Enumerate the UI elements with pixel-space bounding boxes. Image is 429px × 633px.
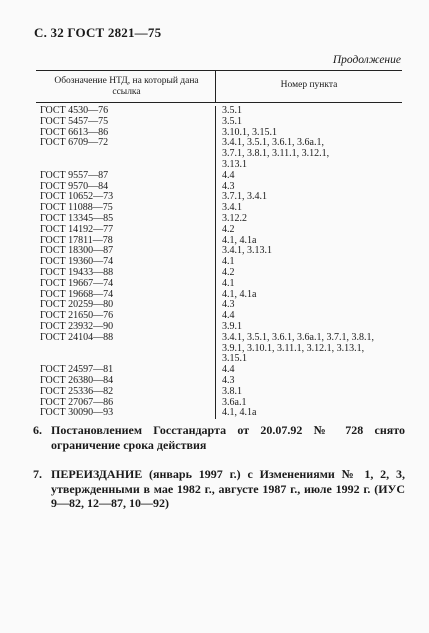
cell-ntd: ГОСТ 26380—84 <box>36 376 216 387</box>
cell-ntd: ГОСТ 19667—74 <box>36 279 216 290</box>
cell-ntd: ГОСТ 10652—73 <box>36 192 216 203</box>
table-row <box>36 333 402 365</box>
note-item <box>33 423 405 452</box>
cell-item-number <box>216 290 402 301</box>
continuation-label: Продолжение <box>332 54 401 66</box>
cell-ntd: ГОСТ 23932—90 <box>36 322 216 333</box>
cell-item-number <box>216 171 402 182</box>
note-item <box>33 467 405 511</box>
cell-ntd: ГОСТ 18300—87 <box>36 246 216 257</box>
cell-item-number <box>216 333 402 365</box>
table-row <box>36 408 402 421</box>
table-row <box>36 225 402 236</box>
item-number-line: 3.10.1, 3.15.1 <box>222 126 277 138</box>
cell-item-number <box>216 365 402 376</box>
table-body <box>36 103 402 421</box>
header-item-number: Номер пункта <box>280 80 338 90</box>
cell-item-number <box>216 138 402 170</box>
item-number-line: 4.1 <box>222 256 235 268</box>
table-row <box>36 171 402 182</box>
item-number-line: 4.4 <box>222 364 235 376</box>
table-row <box>36 117 402 128</box>
cell-ntd: ГОСТ 6709—72 <box>36 138 216 170</box>
cell-item-number <box>216 387 402 398</box>
note-text: ПЕРЕИЗДАНИЕ (январь 1997 г.) с Изменениями № 1, 2, 3, утвержденными в мае 1982 г., августе 1987 г., июле 1992 г. (ИУС 9—82, 12—87, 10—92) <box>51 467 405 510</box>
note-text: Постановлением Госстандарта от 20.07.92 № 728 снято ограничение срока действия <box>51 423 405 452</box>
note-number: 7. <box>33 467 42 481</box>
item-number-line: 4.3 <box>222 180 235 192</box>
cell-item-number <box>216 279 402 290</box>
cell-ntd: ГОСТ 19433—88 <box>36 268 216 279</box>
cell-item-number <box>216 192 402 203</box>
cell-ntd: ГОСТ 19668—74 <box>36 290 216 301</box>
page-header: С. 32 ГОСТ 2821—75 <box>34 25 162 40</box>
item-number-line: 3.5.1 <box>222 115 242 127</box>
cell-ntd: ГОСТ 24597—81 <box>36 365 216 376</box>
cell-item-number <box>216 117 402 128</box>
item-number-line: 3.12.2 <box>222 212 247 224</box>
item-number-line: 4.1, 4.1a <box>222 234 257 246</box>
cell-ntd: ГОСТ 21650—76 <box>36 311 216 322</box>
cell-ntd: ГОСТ 25336—82 <box>36 387 216 398</box>
table-row <box>36 387 402 398</box>
cell-ntd: ГОСТ 9570—84 <box>36 182 216 193</box>
item-number-line: 3.4.1, 3.5.1, 3.6.1, 3.6a.1, 3.7.1, 3.8.1, <box>222 331 374 343</box>
cell-ntd: ГОСТ 24104—88 <box>36 333 216 365</box>
cell-item-number <box>216 408 402 419</box>
cell-item-number <box>216 376 402 387</box>
item-number-line: 3.7.1, 3.8.1, 3.11.1, 3.12.1, <box>222 148 330 160</box>
cell-item-number <box>216 225 402 236</box>
table-rows <box>36 103 402 421</box>
cell-ntd: ГОСТ 5457—75 <box>36 117 216 128</box>
cell-ntd: ГОСТ 13345—85 <box>36 214 216 225</box>
cell-ntd: ГОСТ 6613—86 <box>36 128 216 139</box>
cell-ntd: ГОСТ 19360—74 <box>36 257 216 268</box>
cell-item-number <box>216 311 402 322</box>
item-number-line: 3.4.1 <box>222 202 242 214</box>
item-number-line: 4.1 <box>222 277 235 289</box>
item-number-line: 3.9.1, 3.10.1, 3.11.1, 3.12.1, 3.13.1, <box>222 342 365 354</box>
cell-ntd: ГОСТ 27067—86 <box>36 398 216 409</box>
item-number-line: 3.15.1 <box>222 353 247 365</box>
item-number-line: 4.2 <box>222 223 235 235</box>
table-row <box>36 279 402 290</box>
reference-table <box>36 70 402 421</box>
item-number-line: 4.4 <box>222 169 235 181</box>
cell-ntd: ГОСТ 4530—76 <box>36 106 216 117</box>
cell-ntd: ГОСТ 17811—78 <box>36 236 216 247</box>
table-row <box>36 103 402 117</box>
cell-item-number <box>216 257 402 268</box>
cell-item-number <box>216 214 402 225</box>
item-number-line: 3.13.1 <box>222 158 247 170</box>
item-number-line: 3.4.1, 3.5.1, 3.6.1, 3.6a.1, <box>222 137 324 149</box>
item-number-line: 4.2 <box>222 266 235 278</box>
item-number-line: 4.3 <box>222 374 235 386</box>
cell-ntd: ГОСТ 20259—80 <box>36 300 216 311</box>
cell-ntd: ГОСТ 30090—93 <box>36 408 216 419</box>
item-number-line: 3.8.1 <box>222 385 242 397</box>
item-number-line: 4.4 <box>222 310 235 322</box>
item-number-line: 4.1, 4.1a <box>222 288 257 300</box>
cell-ntd: ГОСТ 9557—87 <box>36 171 216 182</box>
note-number: 6. <box>33 423 42 437</box>
item-number-line: 3.4.1, 3.13.1 <box>222 245 272 257</box>
table-row <box>36 138 402 170</box>
item-number-line: 3.5.1 <box>222 105 242 116</box>
notes <box>33 423 405 526</box>
item-number-line: 4.1, 4.1a <box>222 407 257 419</box>
cell-item-number <box>216 300 402 311</box>
header-ntd: Обозначение НТД, на который дана ссылка <box>36 71 216 102</box>
cell-ntd: ГОСТ 11088—75 <box>36 203 216 214</box>
table-header <box>36 71 402 103</box>
cell-item-number <box>216 246 402 257</box>
item-number-line: 4.3 <box>222 299 235 311</box>
cell-item-number <box>216 268 402 279</box>
item-number-line: 3.7.1, 3.4.1 <box>222 191 267 203</box>
cell-item-number <box>216 106 402 117</box>
cell-ntd: ГОСТ 14192—77 <box>36 225 216 236</box>
item-number-line: 3.6a.1 <box>222 396 247 408</box>
item-number-line: 3.9.1 <box>222 320 242 332</box>
